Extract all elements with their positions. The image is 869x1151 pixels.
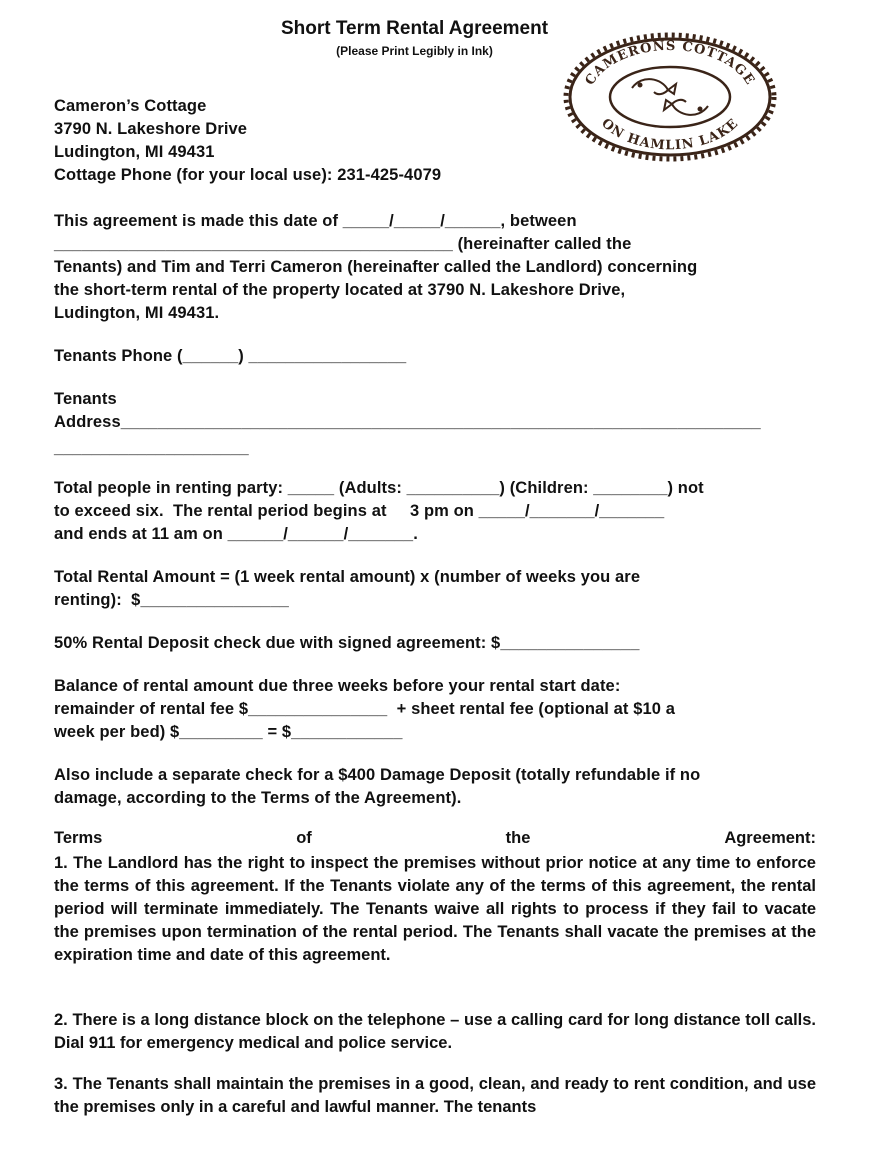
total-rental-text: Total Rental Amount = (1 week rental amount) x (number of weeks you are [54,568,641,586]
cottage-name: Cameron’s Cottage [54,97,207,115]
balance-field[interactable]: remainder of rental fee $_______________ + sheet rental fee (optional at $10 a [54,700,676,718]
agreement-text-line: Tenants) and Tim and Terri Cameron (hereinafter called the Landlord) concerning [54,258,698,276]
deposit-field[interactable]: 50% Rental Deposit check due with signed agreement: $_______________ [54,634,640,652]
total-rental-field[interactable]: renting): $________________ [54,591,289,609]
tenant-phone-field[interactable]: Tenants Phone (______) _________________ [54,347,407,365]
cottage-street: 3790 N. Lakeshore Drive [54,120,248,138]
tenant-address-field-2[interactable]: _____________________ [54,439,249,457]
rental-end-line[interactable]: and ends at 11 am on ______/______/_______. [54,525,418,543]
damage-deposit-text: Also include a separate check for a $400 Damage Deposit (totally refundable if no [54,766,701,784]
tenant-address-field[interactable]: Address_____________________________________________________________________ [54,413,761,431]
agreement-text-line: the short-term rental of the property located at 3790 N. Lakeshore Drive, [54,281,626,299]
agreement-date-line[interactable]: This agreement is made this date of _____/_____/______, between [54,212,577,230]
term-item-1: 1. The Landlord has the right to inspect the premises without prior notice at any time to enforce the terms of this agreement. If the Tenants violate any of the terms of this agreement, the rental period will terminate immediately. The Tenants waive all rights to process if they fail to vacate the premises upon termination of the rental period. The Tenants shall vacate the premises at the expiration time and date of this agreement. [54,854,816,964]
terms-heading: Terms of the Agreement: [54,829,816,847]
logo-top-text: CAMERONS COTTAGE [582,38,758,89]
term-item-3: 3. The Tenants shall maintain the premises in a good, clean, and ready to rent condition, and use the premises only in a careful and lawful manner. The tenants [54,1075,816,1116]
term-item-2: 2. There is a long distance block on the telephone – use a calling card for long distance toll calls. Dial 911 for emergency medical and police service. [54,1011,816,1052]
damage-deposit-text: damage, according to the Terms of the Agreement). [54,789,462,807]
balance-text: Balance of rental amount due three weeks before your rental start date: [54,677,621,695]
cottage-logo [560,30,780,165]
page-title: Short Term Rental Agreement [280,18,549,39]
agreement-text-line: Ludington, MI 49431. [54,304,220,322]
tenant-address-label: Tenants [54,390,117,408]
cottage-city: Ludington, MI 49431 [54,143,215,161]
rental-start-line[interactable]: to exceed six. The rental period begins at 3 pm on _____/_______/_______ [54,502,665,520]
page-subtitle: (Please Print Legibly in Ink) [336,44,493,58]
balance-total-field[interactable]: week per bed) $_________ = $____________ [54,723,403,741]
party-size-line[interactable]: Total people in renting party: _____ (Adults: __________) (Children: ________) not [54,479,704,497]
logo-bottom-text: ON HAMLIN LAKE [598,115,742,154]
tenant-name-line[interactable]: ___________________________________________ (hereinafter called the [54,235,632,253]
cottage-phone: Cottage Phone (for your local use): 231-425-4079 [54,166,442,184]
